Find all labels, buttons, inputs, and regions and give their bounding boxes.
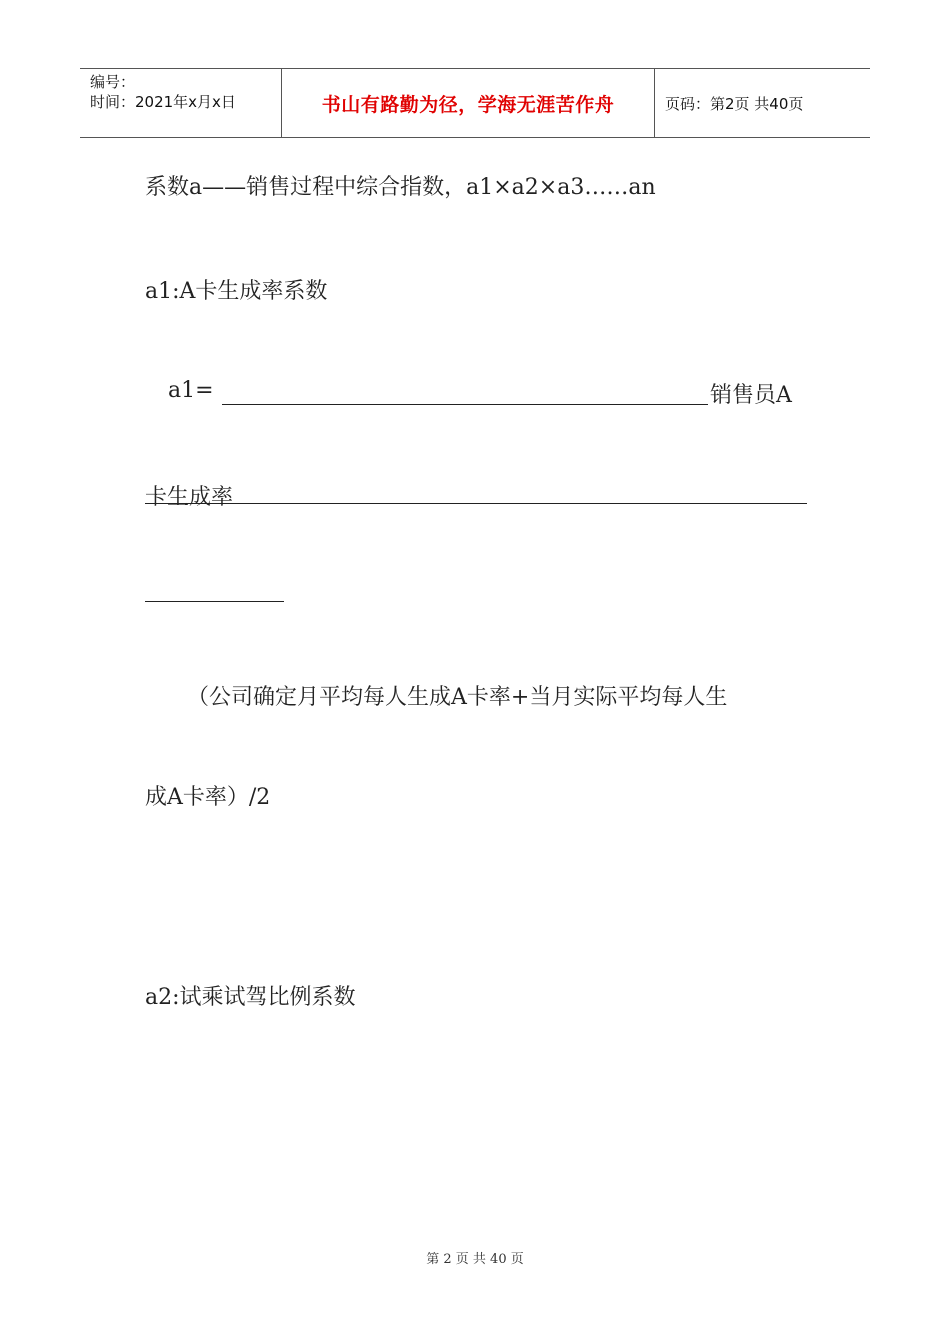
page-footer: 第 2 页 共 40 页 xyxy=(426,1252,524,1267)
a1-heading: a1:A卡生成率系数 xyxy=(145,279,328,304)
coefficient-definition: 系数a——销售过程中综合指数，a1×a2×a3……an xyxy=(145,175,656,200)
page-header xyxy=(80,68,870,138)
time-label: 时间：2021年x月x日 xyxy=(90,93,236,111)
header-motto-cell xyxy=(282,69,655,137)
motto-text: 书山有路勤为径，学海无涯苦作舟 xyxy=(321,93,615,116)
header-page-info: 页码：第2页 共40页 xyxy=(665,94,804,113)
formula-blank-line xyxy=(222,404,708,405)
a1-formula-prefix: a1= xyxy=(168,378,214,403)
header-meta xyxy=(80,69,282,137)
a1-formula-suffix: 销售员A xyxy=(710,383,792,408)
a1-denominator-line1: （公司确定月平均每人生成A卡率+当月实际平均每人生 xyxy=(187,685,728,710)
fraction-line xyxy=(145,503,807,504)
fraction-line-end xyxy=(145,601,284,602)
a1-denominator-line2: 成A卡率）/2 xyxy=(145,785,271,810)
a1-formula-numerator: 卡生成率 xyxy=(145,485,234,510)
code-label: 编号： xyxy=(90,73,136,91)
a2-heading: a2:试乘试驾比例系数 xyxy=(145,985,356,1010)
